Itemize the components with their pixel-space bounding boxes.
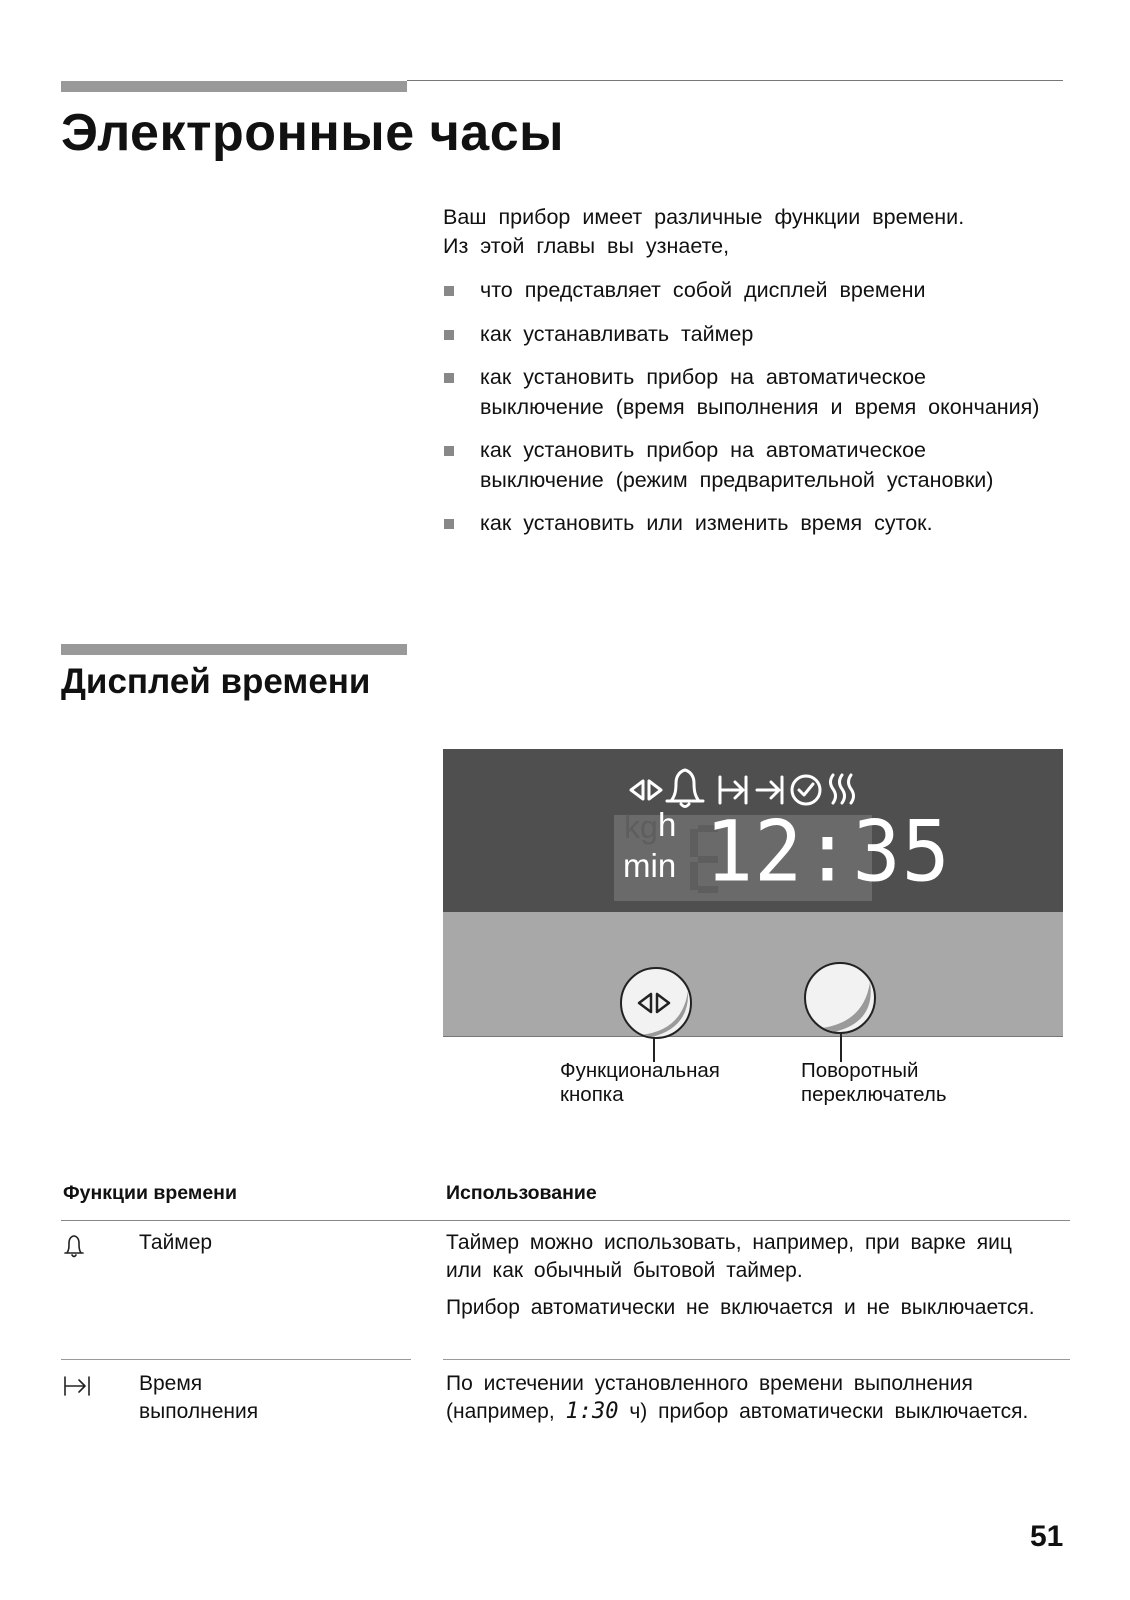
- button-label: Функциональная кнопка: [560, 1059, 720, 1106]
- intro-line-2: Из этой главы вы узнаете,: [443, 234, 730, 258]
- duration-icon: [63, 1374, 93, 1398]
- knob-callout-line: [840, 1032, 842, 1062]
- arrows-icon: [622, 969, 690, 1037]
- list-item: как установить или изменить время суток.: [443, 509, 1053, 539]
- lcd-unit-h: h: [658, 806, 677, 843]
- section-title: Дисплей времени: [61, 662, 371, 701]
- duration-icon: [720, 777, 746, 803]
- row-divider-left: [61, 1359, 411, 1360]
- bullet-list: [443, 276, 1053, 553]
- bullet-square-icon: [444, 373, 454, 383]
- row-name: Время выполнения: [139, 1372, 259, 1423]
- list-item: как установить прибор на автоматическое выключение (режим предварительной установки): [443, 436, 1053, 495]
- table-header-rule: [61, 1220, 1070, 1221]
- control-panel: [443, 912, 1063, 1037]
- bullet-square-icon: [444, 446, 454, 456]
- section-bar: [61, 644, 407, 655]
- bell-icon: [667, 770, 703, 807]
- bell-icon: [63, 1233, 85, 1259]
- table-header-functions: Функции времени: [63, 1182, 237, 1204]
- intro-line-1: Ваш прибор имеет различные функции времени.: [443, 205, 965, 229]
- list-item: как установить прибор на автоматическое выключение (время выполнения и время окончания): [443, 363, 1053, 422]
- function-button[interactable]: [620, 967, 692, 1039]
- page-title: Электронные часы: [61, 104, 565, 162]
- lcd-unit-kg: kg: [624, 809, 658, 845]
- row-divider-right: [443, 1359, 1070, 1360]
- knob-label: Поворотный переключатель: [801, 1059, 947, 1106]
- lcd-time: 12:35: [705, 802, 951, 901]
- row-usage: По истечении установленного времени выполнения (например, 1:30 ч) прибор автоматически выключается.: [446, 1372, 1029, 1424]
- arrows-icon: [631, 781, 661, 799]
- row-usage: Таймер можно использовать, например, при варке яиц или как обычный бытовой таймер. Прибор автоматически не включается и не выключается.: [446, 1231, 1035, 1319]
- lcd-unit-min: min: [623, 847, 677, 884]
- row-name: Таймер: [139, 1231, 213, 1254]
- intro-text: [443, 203, 1063, 261]
- rotary-knob[interactable]: [804, 962, 876, 1034]
- list-item: как устанавливать таймер: [443, 320, 1053, 350]
- display-panel: [443, 749, 1063, 912]
- inline-time-value: 1:30: [565, 1399, 619, 1424]
- heat-icon: [831, 775, 854, 803]
- page-number: 51: [1030, 1520, 1064, 1553]
- table-header-usage: Использование: [446, 1182, 597, 1204]
- bullet-square-icon: [444, 286, 454, 296]
- bullet-square-icon: [444, 519, 454, 529]
- bullet-square-icon: [444, 330, 454, 340]
- clock-icon: [792, 776, 820, 804]
- list-item: что представляет собой дисплей времени: [443, 276, 1053, 306]
- header-rule: [407, 80, 1063, 81]
- end-time-icon: [757, 777, 782, 803]
- header-bar: [61, 81, 407, 92]
- knob-shading-icon: [806, 964, 874, 1032]
